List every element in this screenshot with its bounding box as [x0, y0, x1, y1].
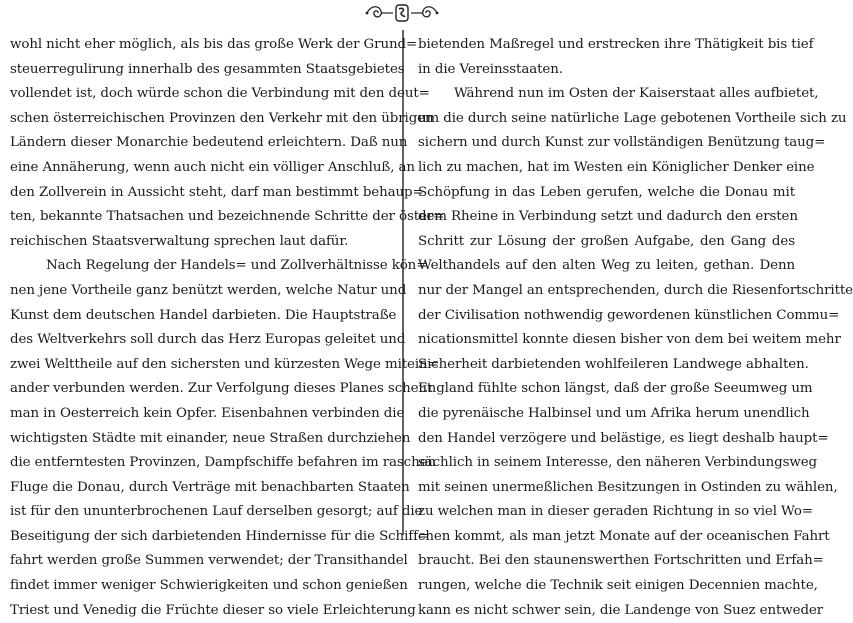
column-divider-rule	[402, 30, 404, 535]
text-line: Schöpfung in das Leben gerufen, welche die Donau mit	[418, 184, 795, 200]
text-line: vollendet ist, doch würde schon die Verbindung mit den deut=	[10, 86, 430, 102]
text-line: Sicherheit darbietenden wohlfeileren Landwege abhalten.	[418, 356, 809, 372]
text-line: Kunst dem deutschen Handel darbieten. Die Hauptstraße	[10, 307, 397, 323]
text-line: man in Oesterreich kein Opfer. Eisenbahnen verbinden die	[10, 405, 405, 421]
text-line: den Handel verzögere und belästige, es liegt deshalb haupt=	[418, 430, 829, 446]
header-ornament-icon	[363, 2, 441, 24]
text-line: wohl nicht eher möglich, als bis das große Werk der Grund=	[10, 37, 418, 52]
text-line: bietenden Maßregel und erstrecken ihre Thätigkeit bis tief	[418, 37, 814, 52]
text-line: mit seinen unermeßlichen Besitzungen in Ostinden zu wählen,	[418, 479, 838, 495]
text-line: nen jene Vortheile ganz benützt werden, welche Natur und	[10, 282, 407, 298]
text-line: eine Annäherung, wenn auch nicht ein völliger Anschluß, an	[10, 159, 415, 175]
text-line: chen kommt, als man jetzt Monate auf der oceanischen Fahrt	[418, 528, 830, 544]
text-line: rungen, welche die Technik seit einigen Decennien machte,	[418, 578, 818, 594]
text-line: Nach Regelung der Handels= und Zollverhältnisse kön=	[46, 258, 428, 274]
text-line: die pyrenäische Halbinsel und um Afrika herum unendlich	[418, 405, 810, 421]
text-line: zu welchen man in dieser geraden Richtung in so viel Wo=	[418, 504, 813, 520]
text-line: Während nun im Osten der Kaiserstaat alles aufbietet,	[454, 86, 819, 102]
text-line: schen österreichischen Provinzen den Verkehr mit den übrigen	[10, 110, 434, 126]
text-line: Welthandels auf den alten Weg zu leiten, gethan. Denn	[418, 258, 795, 274]
text-line: steuerregulirung innerhalb des gesammten Staatsgebietes	[10, 61, 405, 77]
text-line: nur der Mangel an entsprechenden, durch die Riesenfortschritte	[418, 282, 853, 298]
text-line: nicationsmittel konnte diesen bisher von dem bei weitem mehr	[418, 332, 841, 348]
text-line: die entferntesten Provinzen, Dampfschiffe befahren im raschen	[10, 455, 436, 471]
text-line: der Civilisation nothwendig gewordenen künstlichen Commu=	[418, 307, 840, 323]
text-line: England fühlte schon längst, daß der große Seeumweg um	[418, 381, 813, 397]
text-line: wichtigsten Städte mit einander, neue Straßen durchziehen	[10, 430, 411, 446]
text-line: kann es nicht schwer sein, die Landenge von Suez entweder	[418, 602, 824, 618]
text-line: des Weltverkehrs soll durch das Herz Europas geleitet und	[10, 332, 406, 348]
text-line: lich zu machen, hat im Westen ein Königlicher Denker eine	[418, 159, 815, 175]
text-line: fahrt werden große Summen verwendet; der Transithandel	[10, 553, 408, 569]
text-line: Ländern dieser Monarchie bedeutend erleichtern. Daß nun	[10, 135, 408, 151]
text-line: in die Vereinsstaaten.	[418, 61, 563, 77]
text-line: ten, bekannte Thatsachen und bezeichnende Schritte der öster=	[10, 209, 445, 225]
text-line: Schritt zur Lösung der großen Aufgabe, den Gang des	[418, 233, 795, 249]
right-text-column	[418, 33, 853, 623]
left-text-column	[10, 33, 445, 623]
text-line: sichern und durch Kunst zur vollständigen Benützung taug=	[418, 135, 826, 151]
text-line: Beseitigung der sich darbietenden Hindernisse für die Schiff=	[10, 528, 430, 544]
text-line: um die durch seine natürliche Lage gebotenen Vortheile sich zu	[418, 110, 847, 126]
text-line: ist für den ununterbrochenen Lauf derselben gesorgt; auf die	[10, 504, 423, 520]
text-line: sächlich in seinem Interesse, den näheren Verbindungsweg	[418, 455, 818, 471]
text-line: braucht. Bei den staunenswerthen Fortschritten und Erfah=	[418, 553, 824, 569]
text-line: zwei Welttheile auf den sichersten und kürzesten Wege mitein=	[10, 356, 439, 372]
text-line: Triest und Venedig die Früchte dieser so viele Erleichterung	[10, 602, 416, 618]
text-line: den Zollverein in Aussicht steht, darf man bestimmt behaup=	[10, 184, 424, 200]
text-line: ander verbunden werden. Zur Verfolgung dieses Planes scheut	[10, 381, 433, 397]
text-line: dem Rheine in Verbindung setzt und dadurch den ersten	[418, 209, 798, 225]
text-line: Fluge die Donau, durch Verträge mit benachbarten Staaten	[10, 479, 410, 495]
text-line: reichischen Staatsverwaltung sprechen laut dafür.	[10, 233, 349, 249]
text-line: findet immer weniger Schwierigkeiten und schon genießen	[10, 578, 408, 594]
